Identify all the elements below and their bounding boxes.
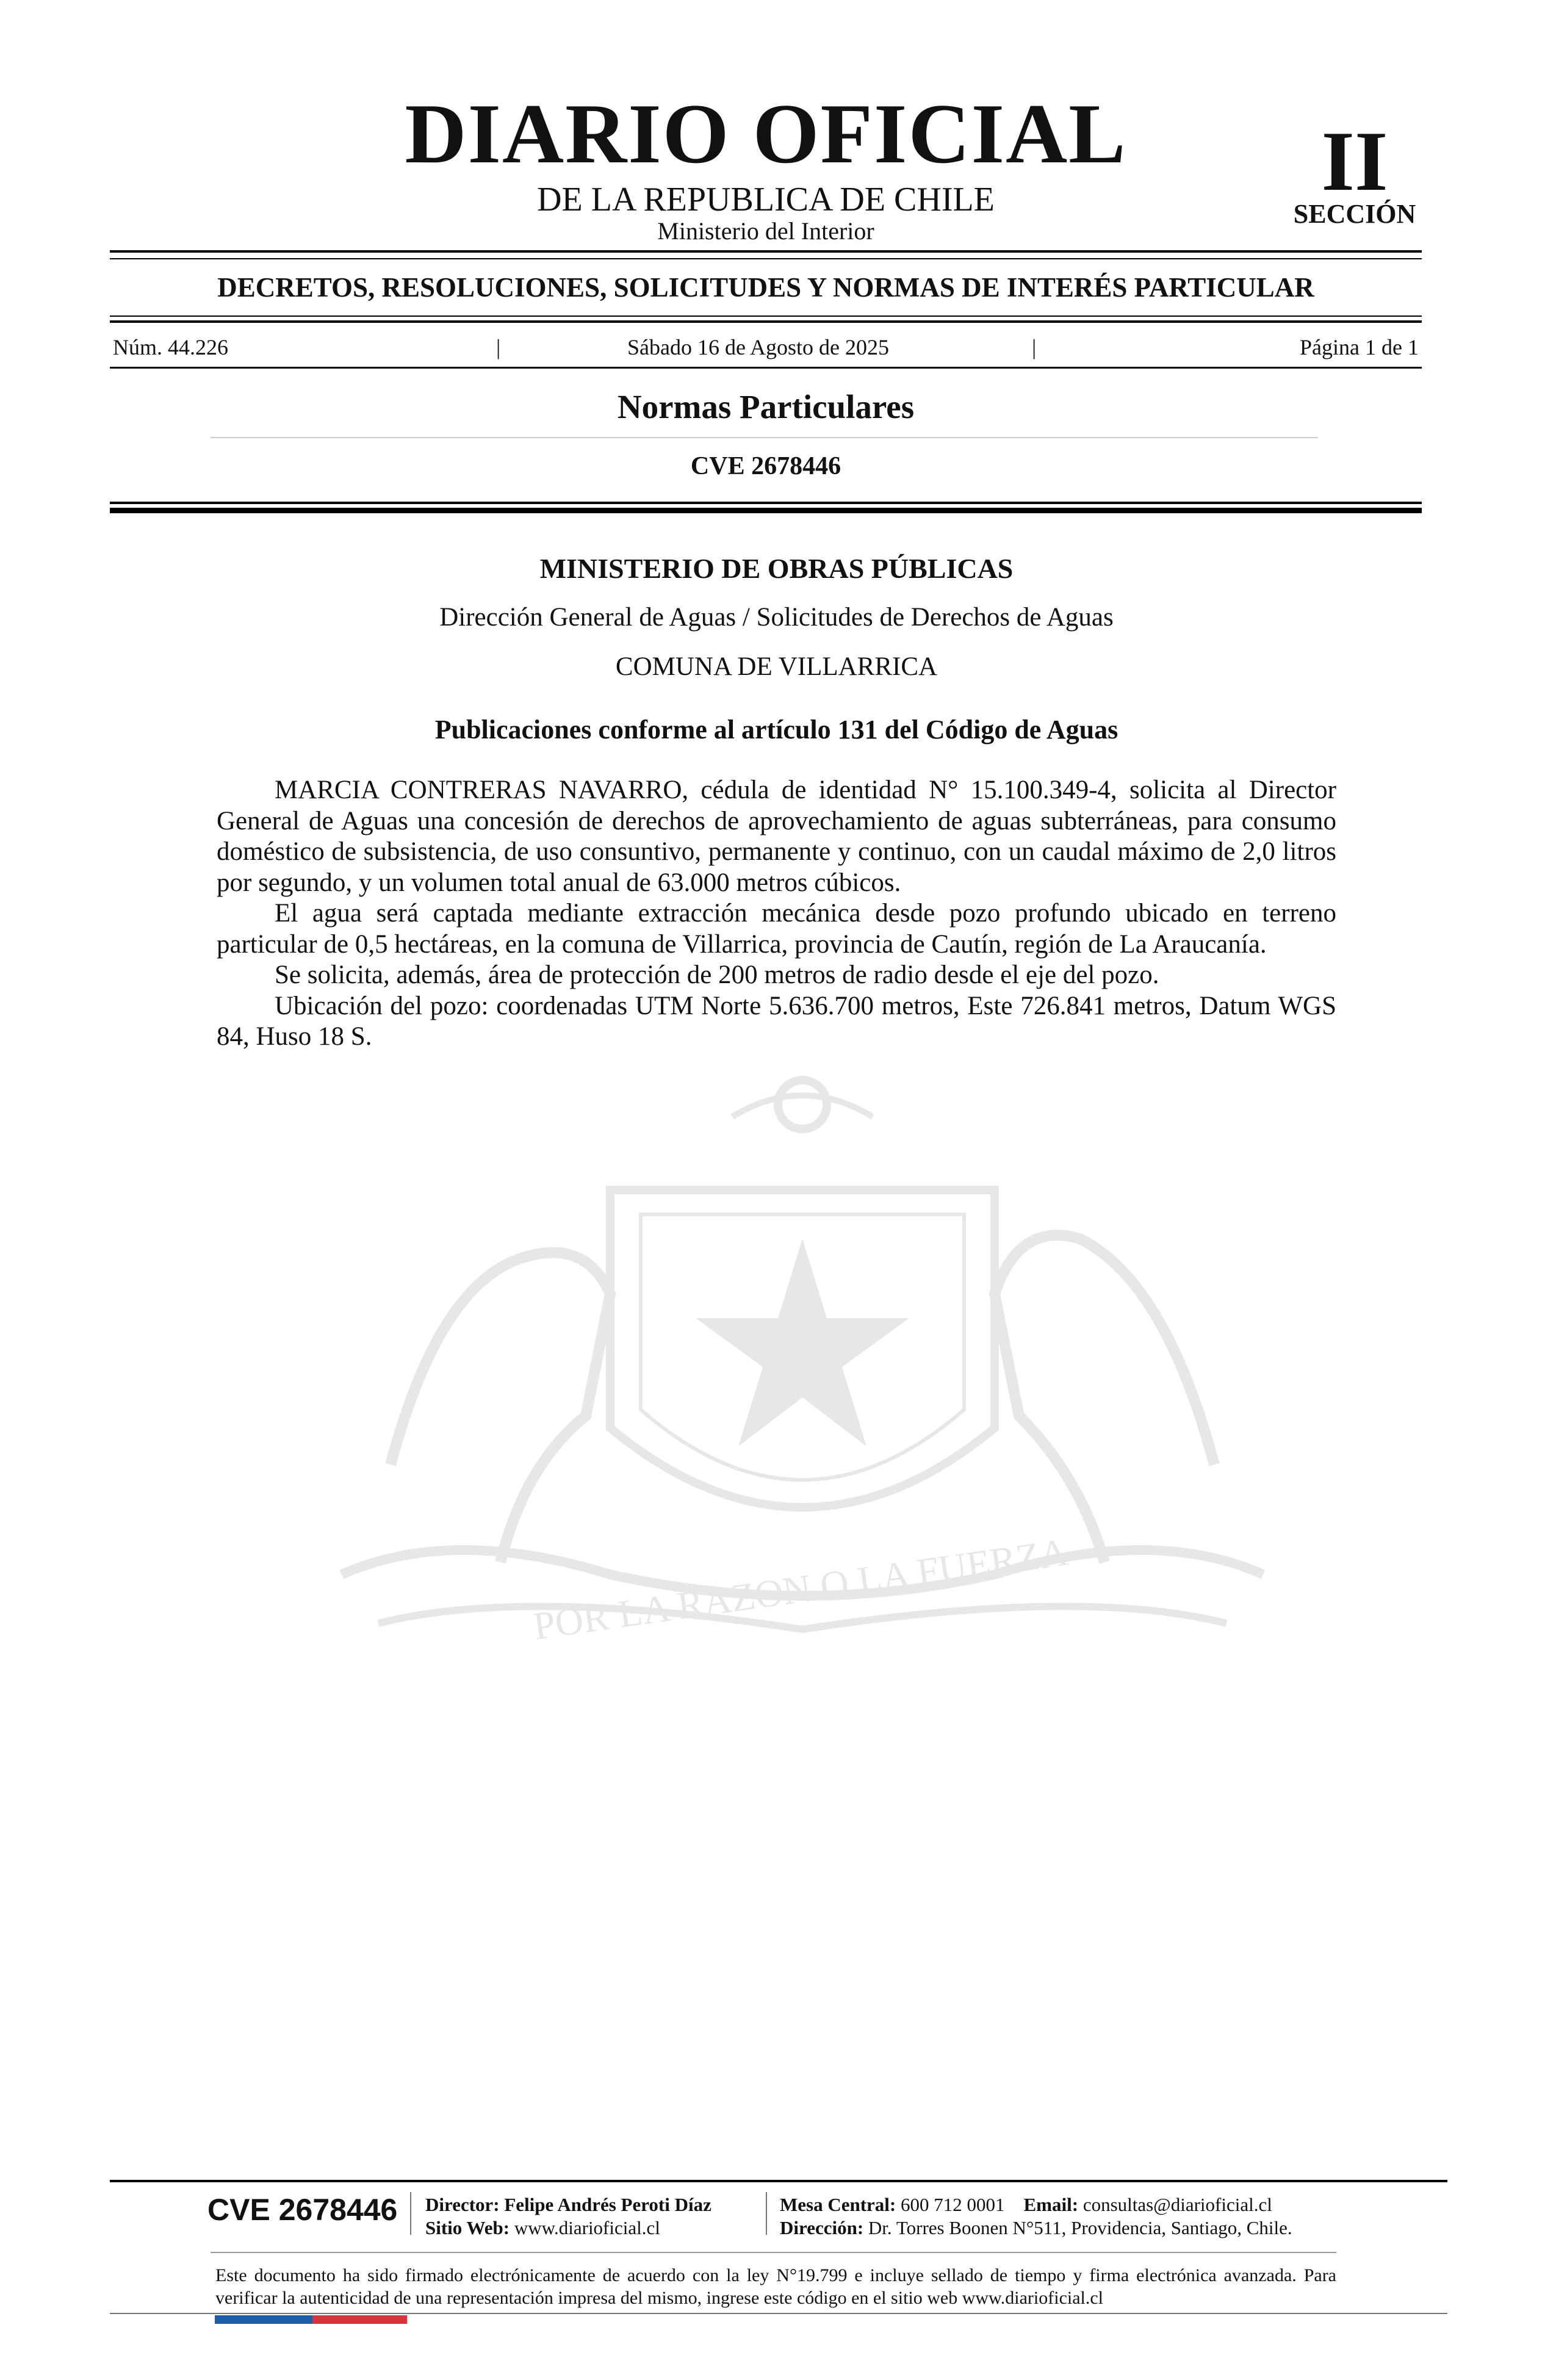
page-count: Página 1 de 1: [1300, 335, 1419, 359]
meta-rule: [110, 367, 1422, 369]
email-link[interactable]: consultas@diarioficial.cl: [1082, 2194, 1272, 2215]
header-rule-thick-1: [110, 502, 1422, 504]
address-label: Dirección:: [780, 2217, 864, 2238]
flag-stripe-blue: [215, 2315, 312, 2324]
footer-director-block: [425, 2193, 711, 2240]
coat-of-arms-watermark: [268, 1037, 1336, 1678]
header-rule-thick-2: [110, 508, 1422, 513]
footer-cve-code: CVE 2678446: [207, 2193, 398, 2227]
director-name: Felipe Andrés Peroti Díaz: [504, 2194, 711, 2215]
banner-heading: DECRETOS, RESOLUCIONES, SOLICITUDES Y NORMAS DE INTERÉS PARTICULAR: [217, 272, 1314, 303]
website-link[interactable]: www.diarioficial.cl: [514, 2217, 660, 2238]
notice-paragraph: MARCIA CONTRERAS NAVARRO, cédula de identidad N° 15.100.349-4, solicita al Director General de Aguas una concesión de derechos de aprovechamiento de aguas subterráneas, para consumo doméstico de subsistencia, de uso consuntivo, permanente y continuo, con un caudal máximo de 2,0 litros por segundo, y un volumen total anual de 63.000 metros cúbicos.: [217, 776, 1336, 897]
newspaper-title: DIARIO OFICIAL: [405, 87, 1127, 181]
notice-title: Publicaciones conforme al artículo 131 del Código de Aguas: [434, 715, 1118, 745]
email-label: Email:: [1023, 2194, 1079, 2215]
section-title-rule: [211, 437, 1318, 438]
phone-label: Mesa Central:: [780, 2194, 896, 2215]
watermark-motto: POR LA RAZON O LA FUERZA: [530, 1530, 1071, 1648]
banner-rule-top-2: [110, 258, 1422, 259]
footer-separator-1: [410, 2192, 411, 2235]
address-value: Dr. Torres Boonen N°511, Providencia, Santiago, Chile.: [868, 2217, 1292, 2238]
footer-rule-top: [110, 2180, 1447, 2182]
meta-separator-2: |: [1032, 335, 1037, 359]
footer-separator-2: [766, 2192, 767, 2235]
newspaper-ministry: Ministerio del Interior: [657, 217, 874, 245]
notice-comuna: COMUNA DE VILLARRICA: [615, 652, 938, 681]
notice-ministry: MINISTERIO DE OBRAS PÚBLICAS: [539, 553, 1014, 584]
notice-paragraph: El agua será captada mediante extracción mecánica desde pozo profundo ubicado en terreno particular de 0,5 hectáreas, en la comuna de Villarrica, provincia de Cautín, región de La Araucanía.: [217, 899, 1336, 959]
notice-paragraph: Se solicita, además, área de protección de 200 metros de radio desde el eje del pozo.: [275, 961, 1159, 989]
issue-number: Núm. 44.226: [113, 335, 228, 359]
cve-code: CVE 2678446: [690, 452, 841, 480]
phone-value: 600 712 0001: [901, 2194, 1005, 2215]
section-marker: [1281, 114, 1428, 229]
website-label: Sitio Web:: [425, 2217, 510, 2238]
notice-paragraph: Ubicación del pozo: coordenadas UTM Norte 5.636.700 metros, Este 726.841 metros, Datum WGS 84, Huso 18 S.: [217, 991, 1336, 1051]
issue-date: Sábado 16 de Agosto de 2025: [627, 335, 889, 359]
footer-legal-notice: Este documento ha sido firmado electrónicamente de acuerdo con la ley N°19.799 e incluye sellado de tiempo y firma electrónica avanzada. Para verificar la autenticidad de una representación impresa del mismo, ingrese este código en el sitio web www.diarioficial.cl: [215, 2265, 1336, 2308]
section-number: II: [1321, 114, 1388, 209]
banner-rule-bottom-2: [110, 320, 1422, 323]
banner-rule-top-1: [110, 250, 1422, 253]
newspaper-subtitle: DE LA REPUBLICA DE CHILE: [537, 181, 995, 218]
meta-separator-1: |: [496, 335, 501, 359]
footer-contact-block: [780, 2193, 1292, 2240]
flag-stripe-red: [312, 2315, 407, 2324]
director-label: Director:: [425, 2194, 500, 2215]
notice-body: [217, 775, 1336, 1053]
section-label: SECCIÓN: [1293, 199, 1416, 229]
section-title: Normas Particulares: [617, 388, 915, 425]
footer-rule-mid: [211, 2252, 1336, 2253]
notice-direction: Dirección General de Aguas / Solicitudes de Derechos de Aguas: [439, 603, 1114, 632]
footer-rule-bottom: [110, 2313, 1447, 2314]
banner-rule-bottom-1: [110, 316, 1422, 317]
